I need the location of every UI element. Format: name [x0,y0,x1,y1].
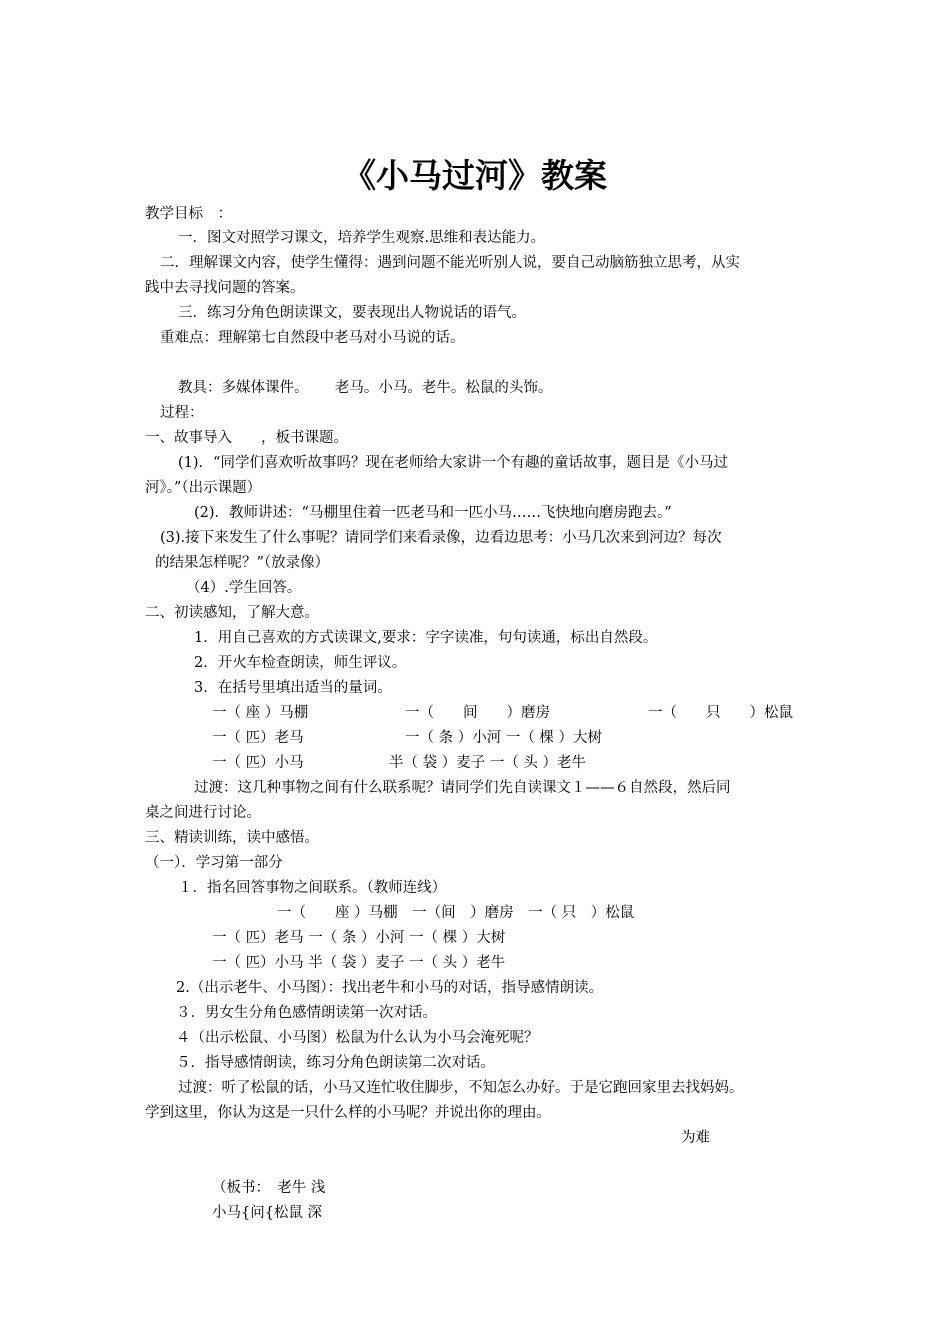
text-line: 教具：多媒体课件。 老马。小马。老牛。松鼠的头饰。 [178,380,553,396]
text-line: (3).接下来发生了什么事呢？请同学们来看录像，边看边思考：小马几次来到河边？每次 [160,530,722,546]
text-line: 一（ 座 ）马棚 一（间 ）磨房 一（ 只 ）松鼠 [277,905,635,921]
text-line: （板书： 老牛 浅 [212,1180,326,1196]
text-line: ５．指导感情朗读，练习分角色朗读第二次对话。 [176,1055,495,1071]
text-line: 一（ 条 ）小河 一（ 棵 ）大树 [405,730,603,746]
page-title: 《小马过河》教案 [343,156,607,195]
text-line: 2.（出示老牛、小马图）：找出老牛和小马的对话，指导感情朗读。 [176,980,604,996]
text-line: 一（ 匹）小马 半（ 袋 ）麦子 一（ 头 ）老牛 [212,955,506,971]
text-line: (2)．教师讲述：“马棚里住着一匹老马和一匹小马……飞快地向磨房跑去。” [194,505,672,521]
text-line: １．指名回答事物之间联系。（教师连线） [178,880,447,896]
text-line: 三．练习分角色朗读课文，要表现出人物说话的语气。 [178,305,526,321]
text-line: 三、精读训练，读中感悟。 [145,830,319,846]
text-line: 重难点：理解第七自然段中老马对小马说的话。 [160,330,465,346]
text-line: 一（ 匹）老马 一（ 条 ）小河 一（ 棵 ）大树 [212,930,506,946]
text-line: 小马{问{松鼠 深 [212,1205,323,1221]
text-line: 教学目标 ： [145,206,232,222]
text-line: 过渡：这几种事物之间有什么联系呢？请同学们先自读课文１——６自然段，然后同 [194,780,731,796]
text-line: （4）.学生回答。 [186,580,302,596]
text-line: 一、故事导入 ，板书课题。 [145,430,348,446]
text-line: ３．男女生分角色感情朗读第一次对话。 [176,1005,437,1021]
text-line: 河》。”（出示课题） [145,480,262,496]
text-line: 过渡：听了松鼠的话，小马又连忙收住脚步，不知怎么办好。于是它跑回家里去找妈妈。 [178,1080,744,1096]
text-line: 二．理解课文内容，使学生懂得：遇到问题不能光听别人说，要自己动脑筋独立思考，从实 [160,255,740,271]
text-line: (1)．“同学们喜欢听故事吗？现在老师给大家讲一个有趣的童话故事，题目是《小马过 [178,455,728,471]
text-line: 一（ 只 ）松鼠 [648,705,793,721]
text-line: 2．开火车检查朗读，师生评议。 [194,655,407,671]
text-line: 一（ 匹）小马 [212,755,304,771]
text-line: 为难 [681,1130,710,1146]
text-line: （一）．学习第一部分 [145,855,283,871]
text-line: 过程： [160,405,204,421]
text-line: 学到这里，你认为这是一只什么样的小马呢？并说出你的理由。 [145,1105,551,1121]
text-line: 3．在括号里填出适当的量词。 [194,680,392,696]
text-line: 的结果怎样呢？”（放录像） [155,555,330,571]
text-line: 一（ 座 ）马棚 [212,705,309,721]
text-line: 践中去寻找问题的答案。 [145,280,305,296]
text-line: 一（ 间 ）磨房 [405,705,550,721]
text-line: 一（ 匹）老马 [212,730,304,746]
text-line: ４（出示松鼠、小马图）松鼠为什么认为小马会淹死呢？ [176,1030,539,1046]
text-line: 二、初读感知，了解大意。 [145,605,319,621]
text-line: 一．图文对照学习课文，培养学生观察.思维和表达能力。 [178,230,546,246]
text-line: 桌之间进行讨论。 [145,805,261,821]
text-line: 半（ 袋 ）麦子 一（ 头 ）老牛 [389,755,587,771]
text-line: 1．用自己喜欢的方式读课文,要求：字字读准，句句读通，标出自然段。 [194,630,658,646]
